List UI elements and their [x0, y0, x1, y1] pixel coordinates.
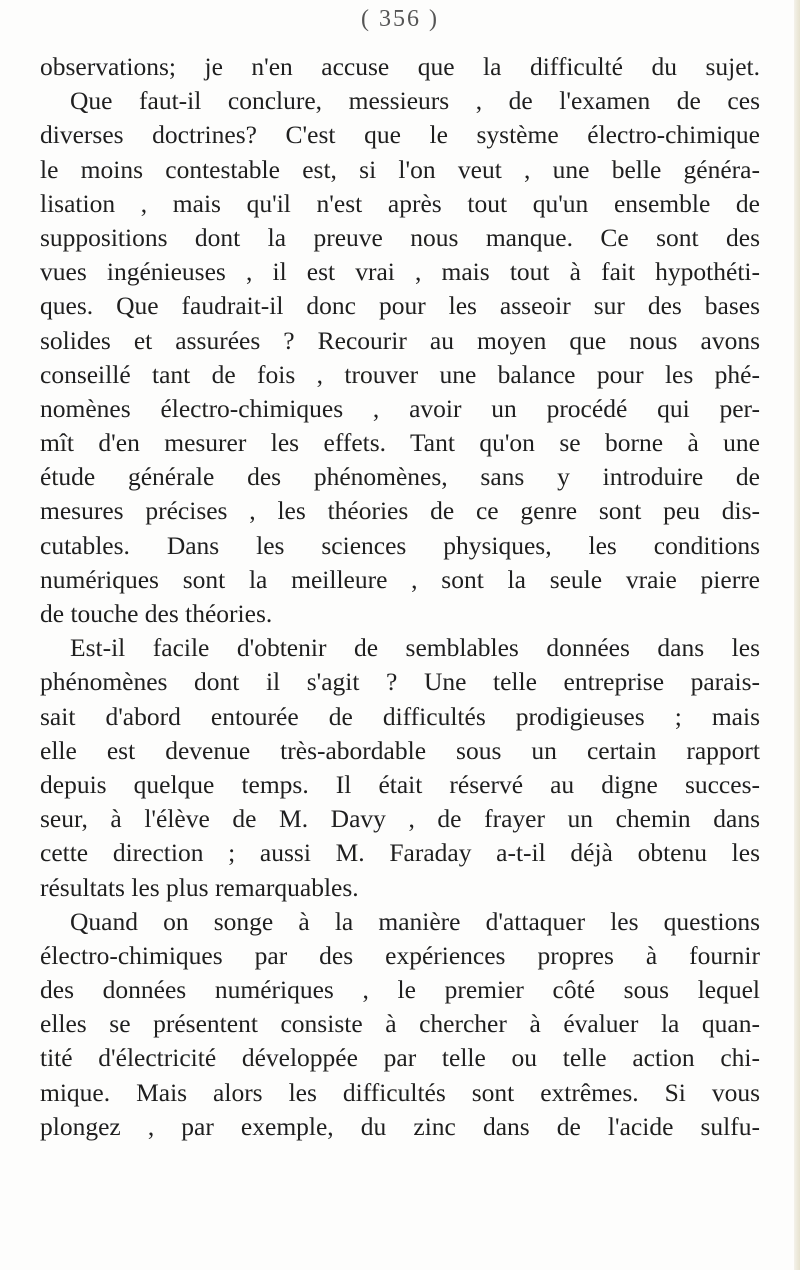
text-line: vues ingénieuses , il est vrai , mais tout à fait hypothéti-	[40, 257, 760, 287]
text-line: solides et assurées ? Recourir au moyen que nous avons	[40, 325, 760, 355]
text-line: Que faut-il conclure, messieurs , de l'examen de ces	[70, 86, 760, 116]
text-line: seur, à l'élève de M. Davy , de frayer un chemin dans	[40, 804, 760, 834]
text-line: conseillé tant de fois , trouver une balance pour les phé-	[40, 359, 760, 389]
text-line: numériques sont la meilleure , sont la seule vraie pierre	[40, 564, 760, 594]
text-line: suppositions dont la preuve nous manque. Ce sont des	[40, 222, 760, 252]
text-line: phénomènes dont il s'agit ? Une telle entreprise parais-	[40, 667, 760, 697]
text-line: mique. Mais alors les difficultés sont extrêmes. Si vous	[40, 1077, 760, 1107]
page-number-header: ( 356 )	[361, 6, 439, 32]
text-line: nomènes électro-chimiques , avoir un procédé qui per-	[40, 393, 760, 423]
text-line: des données numériques , le premier côté sous lequel	[40, 975, 760, 1005]
text-line: électro-chimiques par des expériences propres à fournir	[40, 940, 760, 970]
text-line: observations; je n'en accuse que la difficulté du sujet.	[40, 52, 760, 81]
text-line: depuis quelque temps. Il était réservé au digne succes-	[40, 769, 760, 799]
text-line: étude générale des phénomènes, sans y introduire de	[40, 462, 760, 492]
text-line: sait d'abord entourée de difficultés prodigieuses ; mais	[40, 701, 760, 731]
page-edge-shadow	[794, 0, 800, 1270]
text-line: résultats les plus remarquables.	[40, 872, 359, 902]
text-line: tité d'électricité développée par telle ou telle action chi-	[40, 1043, 760, 1073]
text-line: cutables. Dans les sciences physiques, les conditions	[40, 530, 760, 560]
text-line: diverses doctrines? C'est que le système électro-chimique	[40, 120, 760, 150]
text-line: Quand on songe à la manière d'attaquer les questions	[70, 906, 760, 936]
text-line: Est-il facile d'obtenir de semblables données dans les	[70, 633, 760, 663]
text-line: plongez , par exemple, du zinc dans de l'acide sulfu-	[40, 1111, 760, 1141]
text-line: cette direction ; aussi M. Faraday a-t-il déjà obtenu les	[40, 838, 760, 868]
text-line: elles se présentent consiste à chercher à évaluer la quan-	[40, 1009, 760, 1039]
text-line: lisation , mais qu'il n'est après tout qu'un ensemble de	[40, 188, 760, 218]
body-text	[40, 50, 760, 1144]
text-line: elle est devenue très-abordable sous un certain rapport	[40, 735, 760, 765]
text-line: mît d'en mesurer les effets. Tant qu'on se borne à une	[40, 428, 760, 458]
text-line: ques. Que faudrait-il donc pour les asseoir sur des bases	[40, 291, 760, 321]
text-line: le moins contestable est, si l'on veut , une belle généra-	[40, 154, 760, 184]
text-line: de touche des théories.	[40, 599, 273, 628]
text-line: mesures précises , les théories de ce genre sont peu dis-	[40, 496, 760, 526]
